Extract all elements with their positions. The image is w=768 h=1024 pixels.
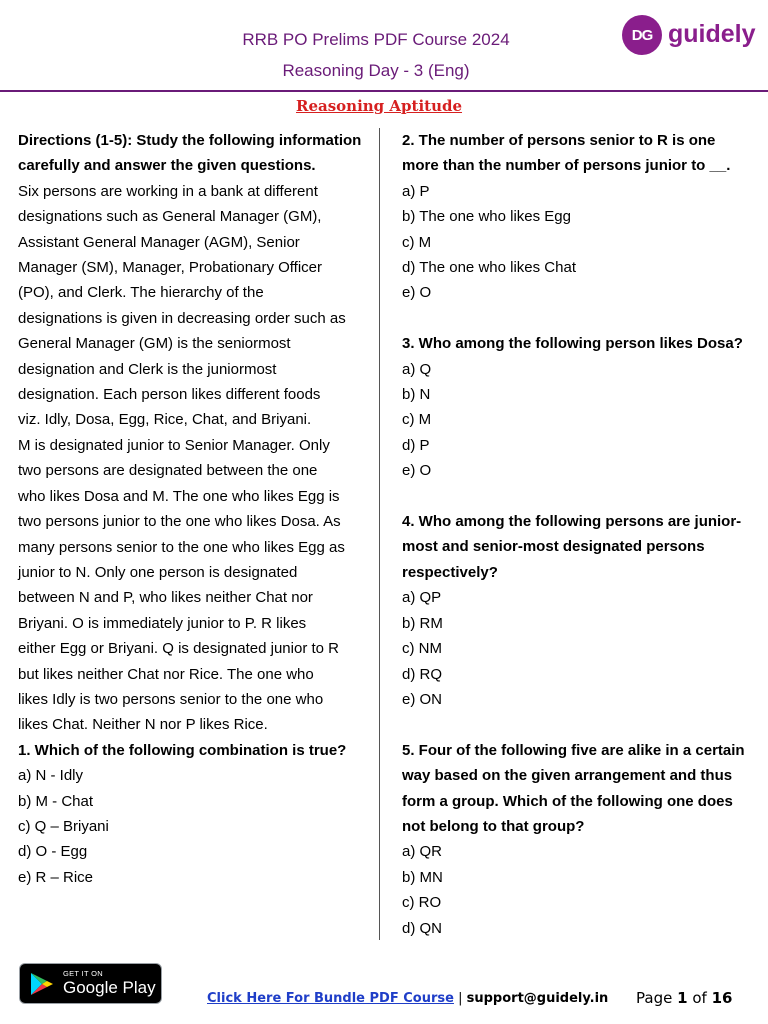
text-line: Briyani. O is immediately junior to P. R likes [18, 614, 307, 632]
guidely-logo[interactable] [622, 15, 762, 57]
passage [18, 179, 366, 738]
spacer [402, 712, 752, 737]
text-line: but likes neither Chat nor Rice. The one who [18, 665, 314, 683]
right-column [402, 128, 752, 941]
text-line: M is designated junior to Senior Manager. Only [18, 436, 330, 454]
option: d) RQ [402, 665, 443, 683]
text-line: two persons are designated between the one [18, 462, 318, 480]
text-line: Assistant General Manager (AGM), Senior [18, 233, 300, 251]
option: e) ON [402, 690, 443, 708]
option: b) MN [402, 868, 443, 886]
page-header [0, 0, 768, 92]
store-big-label: Google Play [63, 978, 156, 997]
question-4 [402, 509, 752, 712]
option: b) RM [402, 614, 443, 632]
question-text: 1. Which of the following combination is true? [18, 741, 347, 759]
text-line: either Egg or Briyani. Q is designated junior to R [18, 640, 339, 658]
directions [18, 128, 366, 179]
question-text: 4. Who among the following persons are junior- [402, 513, 742, 531]
text-line: who likes Dosa and M. The one who likes Egg is [18, 487, 340, 505]
question-1 [18, 738, 366, 890]
option: e) R – Rice [18, 868, 94, 886]
option: c) Q – Briyani [18, 817, 109, 835]
footer-separator: | [458, 991, 463, 1006]
day-subtitle: Reasoning Day - 3 (Eng) [282, 61, 470, 80]
option: a) Q [402, 360, 432, 378]
left-column [18, 128, 366, 890]
text-line: (PO), and Clerk. The hierarchy of the [18, 284, 264, 302]
option: a) QR [402, 843, 443, 861]
footer-links [207, 991, 608, 1006]
text-line: Six persons are working in a bank at different [18, 182, 318, 200]
option: c) M [402, 233, 432, 251]
page-of: of [692, 989, 707, 1007]
text-line: likes Idly is two persons senior to the one who [18, 690, 324, 708]
question-text: way based on the given arrangement and thus [402, 767, 733, 785]
text-line: Manager (SM), Manager, Probationary Officer [18, 259, 323, 277]
question-text: most and senior-most designated persons [402, 538, 705, 556]
logo-text: guidely [668, 20, 756, 48]
question-text: not belong to that group? [402, 817, 585, 835]
section-title: Reasoning Aptitude [295, 97, 463, 115]
question-text: 2. The number of persons senior to R is one [402, 132, 716, 149]
google-play-badge[interactable] [19, 963, 162, 1004]
bundle-course-link[interactable]: Click Here For Bundle PDF Course [207, 991, 454, 1006]
text-line: designations is given in decreasing order such as [18, 309, 346, 327]
support-email[interactable]: support@guidely.in [466, 991, 609, 1006]
option: e) O [402, 284, 432, 302]
option: c) RO [402, 894, 442, 912]
option: d) O - Egg [18, 843, 88, 861]
text-line: many persons senior to the one who likes Egg as [18, 538, 345, 556]
option: d) QN [402, 919, 443, 937]
spacer [402, 484, 752, 509]
question-5 [402, 738, 752, 941]
text-line: Directions (1-5): Study the following information [18, 132, 362, 149]
logo-badge-icon: DG [622, 15, 662, 55]
course-title: RRB PO Prelims PDF Course 2024 [242, 30, 510, 49]
page-footer [0, 955, 768, 1024]
text-line: viz. Idly, Dosa, Egg, Rice, Chat, and Briyani. [18, 411, 312, 429]
page-total: 16 [711, 989, 733, 1007]
option: a) P [402, 182, 430, 200]
question-3 [402, 331, 752, 483]
option: c) NM [402, 640, 442, 658]
option: c) M [402, 411, 432, 429]
text-line: two persons junior to the one who likes Dosa. As [18, 513, 341, 531]
spacer [402, 306, 752, 331]
column-divider [379, 128, 380, 940]
option: b) N [402, 386, 431, 404]
store-small-label: GET IT ON [63, 969, 103, 978]
google-play-icon [29, 972, 55, 996]
page-current: 1 [677, 989, 688, 1007]
question-text: 3. Who among the following person likes Dosa? [402, 335, 743, 353]
question-text: more than the number of persons junior to __. [402, 157, 731, 175]
option: b) The one who likes Egg [402, 208, 571, 226]
option: b) M - Chat [18, 792, 94, 810]
text-line: designation. Each person likes different foods [18, 386, 321, 404]
option: a) N - Idly [18, 767, 84, 785]
question-text: respectively? [402, 563, 498, 581]
option: d) P [402, 436, 430, 454]
text-line: carefully and answer the given questions. [18, 157, 316, 175]
question-text: form a group. Which of the following one does [402, 792, 733, 810]
text-line: designation and Clerk is the juniormost [18, 360, 277, 378]
option: d) The one who likes Chat [402, 259, 576, 277]
text-line: between N and P, who likes neither Chat nor [18, 589, 313, 607]
text-line: junior to N. Only one person is designated [18, 563, 298, 581]
question-2 [402, 128, 752, 306]
text-line: likes Chat. Neither N nor P likes Rice. [18, 716, 268, 734]
option: e) O [402, 462, 432, 480]
page-prefix: Page [636, 989, 673, 1007]
header-divider [0, 90, 768, 92]
option: a) QP [402, 589, 442, 607]
question-text: 5. Four of the following five are alike in a certain [402, 741, 745, 759]
page-number [636, 989, 732, 1007]
text-line: designations such as General Manager (GM), [18, 208, 322, 226]
text-line: General Manager (GM) is the seniormost [18, 335, 291, 353]
